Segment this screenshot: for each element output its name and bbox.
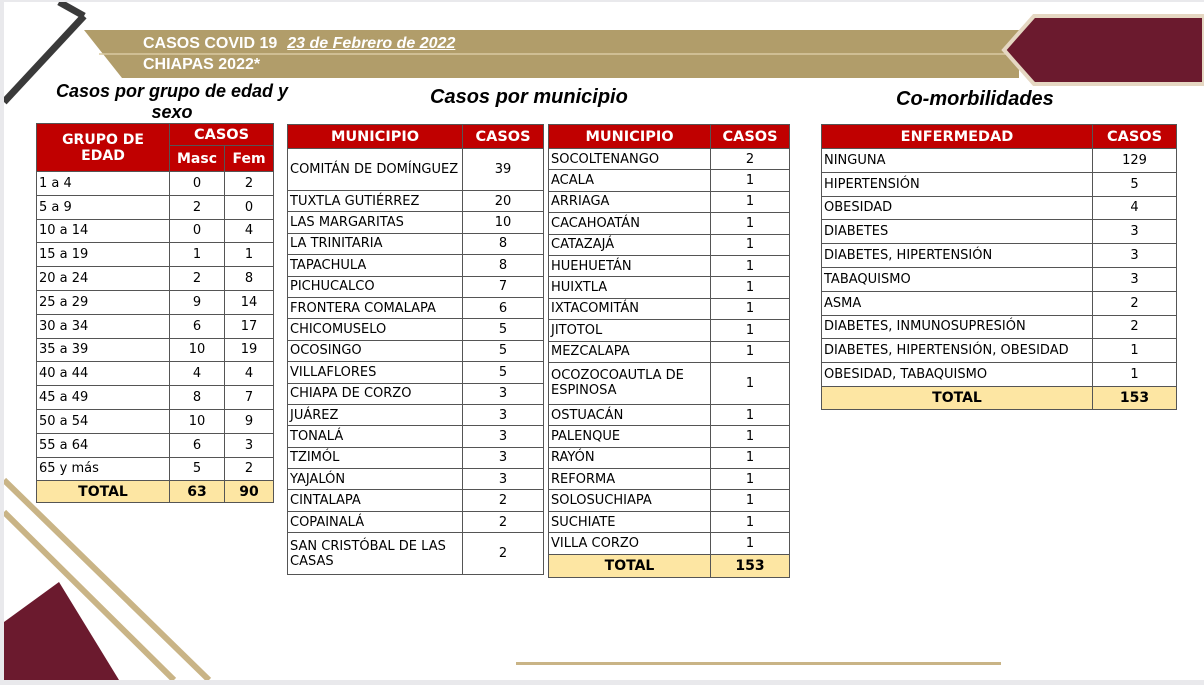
municipio-cases-cell: 1 <box>711 511 790 532</box>
municipio-name-cell: MEZCALAPA <box>549 341 711 362</box>
table-row <box>549 426 790 447</box>
col-header-masc: Masc <box>170 146 225 172</box>
fem-cases-cell: 7 <box>225 386 274 410</box>
table-row <box>549 191 790 212</box>
fem-cases-cell: 3 <box>225 433 274 457</box>
table-row <box>37 409 274 433</box>
municipio-left-rows <box>288 149 544 575</box>
municipio-cases-cell: 2 <box>463 533 544 575</box>
municipio-cases-cell: 2 <box>463 511 544 532</box>
municipio-cases-cell: 1 <box>711 320 790 341</box>
table-row <box>549 404 790 425</box>
table-row <box>288 533 544 575</box>
table-row <box>37 195 274 219</box>
age-group-cell: 65 y más <box>37 457 170 481</box>
municipio-cases-cell: 3 <box>463 426 544 447</box>
fem-cases-cell: 8 <box>225 267 274 291</box>
col-header-casos: CASOS <box>463 125 544 149</box>
table-row <box>37 219 274 243</box>
municipio-cases-cell: 5 <box>463 362 544 383</box>
total-label: TOTAL <box>822 386 1093 409</box>
age-group-cell: 55 a 64 <box>37 433 170 457</box>
municipio-name-cell: ACALA <box>549 170 711 191</box>
table-row <box>549 170 790 191</box>
municipio-cases-cell: 8 <box>463 255 544 276</box>
col-header-municipio: MUNICIPIO <box>549 125 711 149</box>
municipio-name-cell: YAJALÓN <box>288 469 463 490</box>
table-row <box>288 340 544 361</box>
col-header-fem: Fem <box>225 146 274 172</box>
fem-cases-cell: 4 <box>225 362 274 386</box>
disease-cases-cell: 4 <box>1093 196 1177 220</box>
table-row <box>822 363 1177 387</box>
municipio-cases-cell: 1 <box>711 298 790 319</box>
age-group-cell: 50 a 54 <box>37 409 170 433</box>
masc-cases-cell: 5 <box>170 457 225 481</box>
municipio-name-cell: CHICOMUSELO <box>288 319 463 340</box>
municipio-cases-cell: 10 <box>463 212 544 233</box>
masc-cases-cell: 9 <box>170 290 225 314</box>
municipio-cases-cell: 2 <box>463 490 544 511</box>
disease-cases-cell: 2 <box>1093 315 1177 339</box>
municipio-name-cell: TAPACHULA <box>288 255 463 276</box>
municipio-name-cell: HUEHUETÁN <box>549 255 711 276</box>
municipio-name-cell: OCOZOCOAUTLA DE ESPINOSA <box>549 362 711 404</box>
municipio-cases-cell: 5 <box>463 340 544 361</box>
disease-cases-cell: 3 <box>1093 244 1177 268</box>
table-row <box>288 511 544 532</box>
municipio-cases-cell: 1 <box>711 255 790 276</box>
table-row <box>288 276 544 297</box>
table-row <box>288 233 544 254</box>
header-subtitle: CHIAPAS 2022* <box>143 56 261 73</box>
total-value: 153 <box>711 554 790 577</box>
comorbilidades-table <box>821 124 1177 410</box>
table-row <box>549 277 790 298</box>
municipio-name-cell: SAN CRISTÓBAL DE LAS CASAS <box>288 533 463 575</box>
masc-cases-cell: 10 <box>170 338 225 362</box>
municipio-cases-cell: 1 <box>711 277 790 298</box>
age-sex-total-row <box>37 481 274 503</box>
fem-cases-cell: 19 <box>225 338 274 362</box>
header-maroon-tab <box>1004 16 1204 84</box>
disease-cases-cell: 2 <box>1093 291 1177 315</box>
table-row <box>549 447 790 468</box>
disease-name-cell: DIABETES <box>822 220 1093 244</box>
age-group-cell: 30 a 34 <box>37 314 170 338</box>
disease-name-cell: DIABETES, INMUNOSUPRESIÓN <box>822 315 1093 339</box>
municipio-cases-cell: 8 <box>463 233 544 254</box>
table-row <box>549 149 790 170</box>
municipio-cases-cell: 20 <box>463 191 544 212</box>
municipio-cases-cell: 3 <box>463 447 544 468</box>
municipio-right-rows <box>549 149 790 555</box>
municipio-name-cell: CINTALAPA <box>288 490 463 511</box>
municipio-cases-cell: 3 <box>463 469 544 490</box>
masc-cases-cell: 10 <box>170 409 225 433</box>
table-row <box>549 490 790 511</box>
municipio-name-cell: LA TRINITARIA <box>288 233 463 254</box>
table-row <box>288 469 544 490</box>
table-row <box>288 149 544 191</box>
table-row <box>549 234 790 255</box>
table-row <box>288 404 544 425</box>
table-row <box>288 319 544 340</box>
table-row <box>549 511 790 532</box>
municipio-cases-cell: 3 <box>463 404 544 425</box>
municipio-cases-cell: 2 <box>711 149 790 170</box>
municipio-cases-cell: 6 <box>463 297 544 318</box>
fem-cases-cell: 2 <box>225 172 274 196</box>
municipio-name-cell: JITOTOL <box>549 320 711 341</box>
municipio-name-cell: PICHUCALCO <box>288 276 463 297</box>
header-title <box>143 34 455 54</box>
municipio-name-cell: COMITÁN DE DOMÍNGUEZ <box>288 149 463 191</box>
table-row <box>288 383 544 404</box>
table-row <box>822 149 1177 173</box>
table-row <box>37 267 274 291</box>
municipio-cases-cell: 1 <box>711 341 790 362</box>
table-row <box>822 220 1177 244</box>
municipio-name-cell: VILLA CORZO <box>549 533 711 554</box>
disease-name-cell: DIABETES, HIPERTENSIÓN <box>822 244 1093 268</box>
disease-cases-cell: 5 <box>1093 172 1177 196</box>
disease-name-cell: NINGUNA <box>822 149 1093 173</box>
municipio-cases-cell: 1 <box>711 447 790 468</box>
disease-name-cell: OBESIDAD <box>822 196 1093 220</box>
disease-cases-cell: 3 <box>1093 267 1177 291</box>
table-row <box>37 290 274 314</box>
table-row <box>822 196 1177 220</box>
table-row <box>822 267 1177 291</box>
age-group-cell: 1 a 4 <box>37 172 170 196</box>
age-group-cell: 35 a 39 <box>37 338 170 362</box>
municipio-name-cell: REFORMA <box>549 469 711 490</box>
masc-cases-cell: 6 <box>170 433 225 457</box>
col-header-enfermedad: ENFERMEDAD <box>822 125 1093 149</box>
total-value: 153 <box>1093 386 1177 409</box>
municipio-cases-cell: 1 <box>711 404 790 425</box>
age-group-cell: 40 a 44 <box>37 362 170 386</box>
municipio-name-cell: TUXTLA GUTIÉRREZ <box>288 191 463 212</box>
disease-name-cell: OBESIDAD, TABAQUISMO <box>822 363 1093 387</box>
municipio-name-cell: IXTACOMITÁN <box>549 298 711 319</box>
table-row <box>822 339 1177 363</box>
comorbilidades-title: Co-morbilidades <box>896 88 1054 110</box>
fem-cases-cell: 17 <box>225 314 274 338</box>
footer-gold-line <box>516 662 1001 665</box>
municipio-name-cell: VILLAFLORES <box>288 362 463 383</box>
total-masc: 63 <box>170 481 225 503</box>
fem-cases-cell: 2 <box>225 457 274 481</box>
col-header-casos: CASOS <box>1093 125 1177 149</box>
municipio-cases-cell: 5 <box>463 319 544 340</box>
table-row <box>288 362 544 383</box>
municipio-name-cell: HUIXTLA <box>549 277 711 298</box>
col-header-municipio: MUNICIPIO <box>288 125 463 149</box>
masc-cases-cell: 0 <box>170 219 225 243</box>
municipio-name-cell: COPAINALÁ <box>288 511 463 532</box>
disease-cases-cell: 1 <box>1093 339 1177 363</box>
municipio-name-cell: JUÁREZ <box>288 404 463 425</box>
age-sex-title: Casos por grupo de edad y sexo <box>55 81 289 122</box>
table-row <box>549 341 790 362</box>
age-sex-rows <box>37 172 274 503</box>
municipio-cases-cell: 7 <box>463 276 544 297</box>
municipio-name-cell: PALENQUE <box>549 426 711 447</box>
fem-cases-cell: 0 <box>225 195 274 219</box>
slide <box>4 2 1204 680</box>
municipio-cases-cell: 1 <box>711 469 790 490</box>
total-label: TOTAL <box>549 554 711 577</box>
municipio-name-cell: SOLOSUCHIAPA <box>549 490 711 511</box>
table-row <box>37 172 274 196</box>
masc-cases-cell: 1 <box>170 243 225 267</box>
age-sex-table <box>36 123 274 503</box>
table-row <box>37 457 274 481</box>
age-group-cell: 10 a 14 <box>37 219 170 243</box>
municipio-table-right <box>548 124 790 578</box>
municipio-name-cell: CHIAPA DE CORZO <box>288 383 463 404</box>
masc-cases-cell: 4 <box>170 362 225 386</box>
municipio-name-cell: SUCHIATE <box>549 511 711 532</box>
age-group-cell: 5 a 9 <box>37 195 170 219</box>
masc-cases-cell: 8 <box>170 386 225 410</box>
table-row <box>822 244 1177 268</box>
table-row <box>288 297 544 318</box>
total-fem: 90 <box>225 481 274 503</box>
masc-cases-cell: 2 <box>170 195 225 219</box>
table-row <box>549 298 790 319</box>
municipio-name-cell: TZIMÓL <box>288 447 463 468</box>
header-title-line1: CASOS COVID 19 <box>143 35 278 52</box>
table-row <box>549 533 790 554</box>
table-row <box>288 212 544 233</box>
municipio-name-cell: TONALÁ <box>288 426 463 447</box>
table-row <box>822 315 1177 339</box>
municipio-cases-cell: 1 <box>711 234 790 255</box>
comorbilidades-total-row <box>822 386 1177 409</box>
table-row <box>37 314 274 338</box>
table-row <box>549 213 790 234</box>
fem-cases-cell: 14 <box>225 290 274 314</box>
masc-cases-cell: 6 <box>170 314 225 338</box>
municipio-cases-cell: 3 <box>463 383 544 404</box>
municipio-name-cell: ARRIAGA <box>549 191 711 212</box>
header-date: 23 de Febrero de 2022 <box>287 35 456 52</box>
municipio-name-cell: CATAZAJÁ <box>549 234 711 255</box>
table-row <box>549 255 790 276</box>
table-row <box>288 191 544 212</box>
age-group-cell: 15 a 19 <box>37 243 170 267</box>
total-label: TOTAL <box>37 481 170 503</box>
fem-cases-cell: 1 <box>225 243 274 267</box>
municipio-cases-cell: 1 <box>711 490 790 511</box>
age-group-cell: 25 a 29 <box>37 290 170 314</box>
disease-name-cell: HIPERTENSIÓN <box>822 172 1093 196</box>
col-header-group: GRUPO DE EDAD <box>37 124 170 172</box>
municipio-total-row <box>549 554 790 577</box>
table-row <box>37 386 274 410</box>
municipio-name-cell: CACAHOATÁN <box>549 213 711 234</box>
table-row <box>822 172 1177 196</box>
municipio-name-cell: LAS MARGARITAS <box>288 212 463 233</box>
disease-name-cell: ASMA <box>822 291 1093 315</box>
disease-cases-cell: 3 <box>1093 220 1177 244</box>
table-row <box>288 426 544 447</box>
municipio-title: Casos por municipio <box>430 86 628 108</box>
masc-cases-cell: 2 <box>170 267 225 291</box>
age-group-cell: 20 a 24 <box>37 267 170 291</box>
municipio-cases-cell: 1 <box>711 213 790 234</box>
fem-cases-cell: 4 <box>225 219 274 243</box>
table-row <box>549 469 790 490</box>
comorbilidades-rows <box>822 149 1177 387</box>
municipio-name-cell: RAYÓN <box>549 447 711 468</box>
municipio-cases-cell: 39 <box>463 149 544 191</box>
municipio-name-cell: OCOSINGO <box>288 340 463 361</box>
disease-name-cell: TABAQUISMO <box>822 267 1093 291</box>
municipio-cases-cell: 1 <box>711 533 790 554</box>
col-header-cases: CASOS <box>170 124 274 146</box>
table-row <box>822 291 1177 315</box>
disease-name-cell: DIABETES, HIPERTENSIÓN, OBESIDAD <box>822 339 1093 363</box>
table-row <box>549 320 790 341</box>
table-row <box>288 490 544 511</box>
table-row <box>37 338 274 362</box>
disease-cases-cell: 129 <box>1093 149 1177 173</box>
municipio-cases-cell: 1 <box>711 170 790 191</box>
bottom-maroon-triangle <box>4 582 119 680</box>
disease-cases-cell: 1 <box>1093 363 1177 387</box>
table-row <box>288 255 544 276</box>
masc-cases-cell: 0 <box>170 172 225 196</box>
table-row <box>37 243 274 267</box>
municipio-name-cell: OSTUACÁN <box>549 404 711 425</box>
municipio-cases-cell: 1 <box>711 426 790 447</box>
municipio-name-cell: SOCOLTENANGO <box>549 149 711 170</box>
table-row <box>549 362 790 404</box>
col-header-casos: CASOS <box>711 125 790 149</box>
municipio-cases-cell: 1 <box>711 362 790 404</box>
municipio-table-left <box>287 124 544 575</box>
age-group-cell: 45 a 49 <box>37 386 170 410</box>
corner-black-line-2 <box>59 2 84 16</box>
table-row <box>37 362 274 386</box>
table-row <box>37 433 274 457</box>
fem-cases-cell: 9 <box>225 409 274 433</box>
municipio-cases-cell: 1 <box>711 191 790 212</box>
municipio-name-cell: FRONTERA COMALAPA <box>288 297 463 318</box>
table-row <box>288 447 544 468</box>
